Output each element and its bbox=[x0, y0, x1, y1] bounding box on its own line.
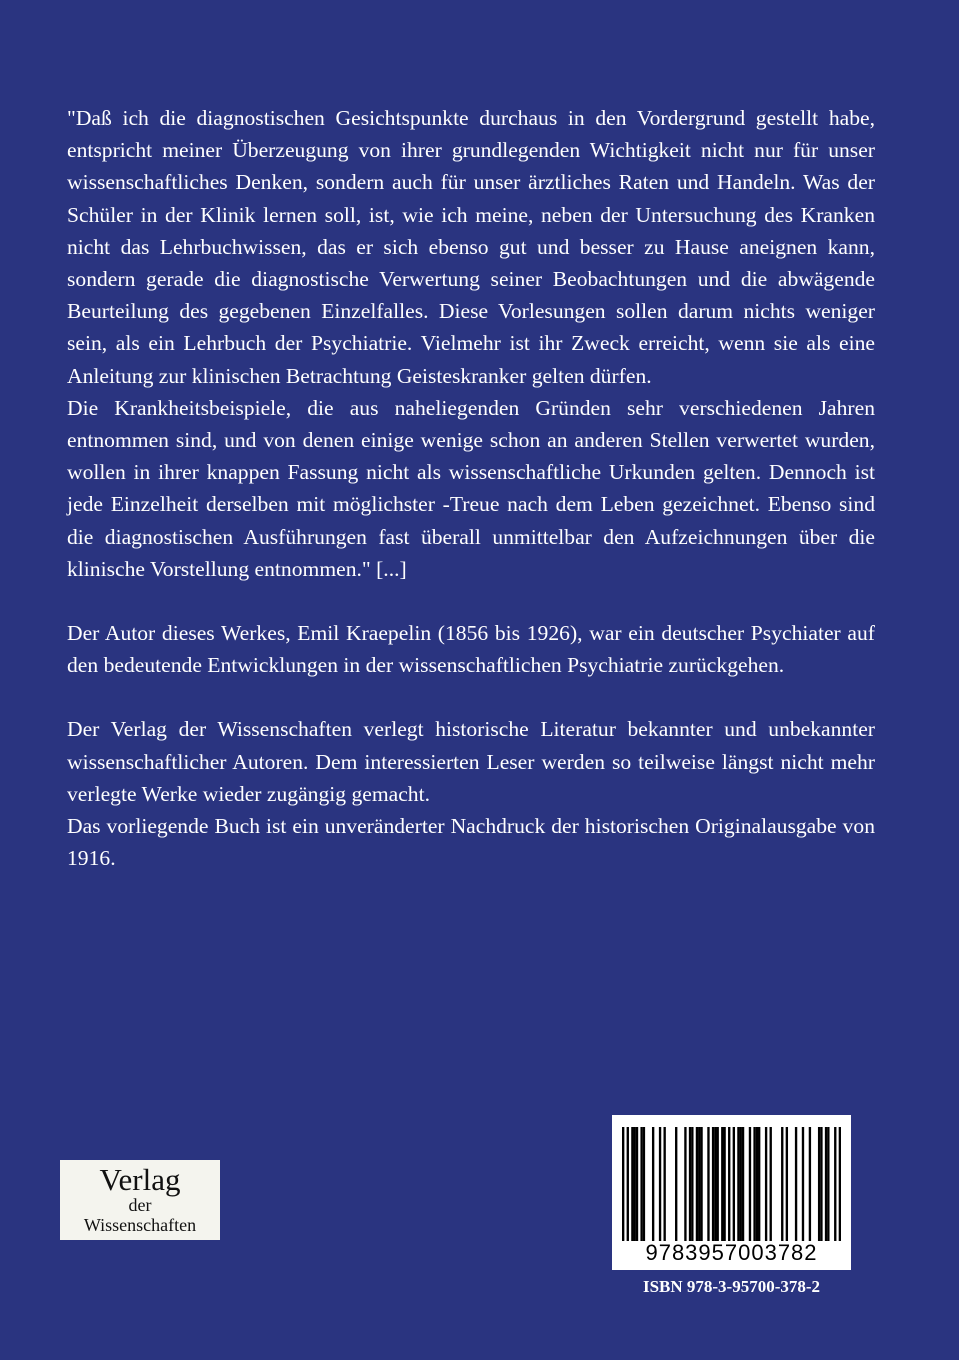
barcode-bar bbox=[758, 1127, 760, 1241]
barcode-bar bbox=[802, 1127, 804, 1241]
barcode-bar bbox=[622, 1127, 624, 1241]
barcode-bar bbox=[827, 1127, 829, 1241]
barcode-bar bbox=[781, 1127, 783, 1241]
logo-line-verlag: Verlag bbox=[99, 1162, 181, 1197]
barcode-bar bbox=[740, 1127, 742, 1241]
barcode-bar bbox=[631, 1127, 633, 1241]
barcode-bar bbox=[659, 1127, 661, 1241]
barcode-bar bbox=[712, 1127, 714, 1241]
barcode-bar bbox=[636, 1127, 638, 1241]
barcode-bar bbox=[717, 1127, 719, 1241]
isbn-label: ISBN 978-3-95700-378-2 bbox=[642, 1277, 821, 1296]
barcode-bars bbox=[622, 1127, 841, 1241]
quote-paragraph-2: Die Krankheitsbeispiele, die aus naheliegenden Gründen sehr verschiedenen Jahren entnommen sind, und von denen einige wenige schon an anderen Stellen verwertet wurden, wollen in ihrer knappen Fassung nicht als wissenschaftliche Urkunden gelten. Dennoch ist jede Einzelheit derselben mit möglichster -Treue nach dem Leben gezeichnet. Ebenso sind die diagnostischen Ausführungen fast überall unmittelbar den Aufzeichnungen über die klinische Vorstellung entnommen." [...] bbox=[67, 395, 875, 581]
barcode-bar bbox=[818, 1127, 820, 1241]
publisher-note-2: Das vorliegende Buch ist ein unveränderter Nachdruck der historischen Originalausgabe von 1916. bbox=[67, 814, 875, 871]
barcode-bar bbox=[770, 1127, 772, 1241]
barcode-bar bbox=[733, 1127, 735, 1241]
logo-line-der: der bbox=[128, 1195, 152, 1215]
publisher-logo bbox=[60, 1160, 220, 1240]
quote-paragraph-1: "Daß ich die diagnostischen Gesichtspunkte durchaus in den Vordergrund gestellt habe, entspricht meiner Überzeugung von ihrer grundlegenden Wichtigkeit nicht nur für unser wissenschaftliches Denken, sondern auch für unser ärztliches Raten und Handeln. Was der Schüler in der Klinik lernen soll, ist, wie ich meine, neben der Untersuchung des Kranken nicht das Lehrbuchwissen, das er sich ebenso gut und besser zu Hause aneignen kann, sondern gerade die diagnostische Verwertung seiner Beobachtungen und die abwägende Beurteilung des gegebenen Einzelfalles. Diese Vorlesungen sollen darum nichts weniger sein, als ein Lehrbuch der Psychiatrie. Vielmehr ist ihr Zweck erreicht, wenn sie als eine Anleitung zur klinischen Betrachtung Geisteskranker gelten dürfen. bbox=[67, 106, 875, 388]
barcode-bar bbox=[721, 1127, 723, 1241]
barcode-bar bbox=[834, 1127, 836, 1241]
barcode-bar bbox=[640, 1127, 642, 1241]
barcode-bar bbox=[696, 1127, 698, 1241]
barcode-bar bbox=[652, 1127, 654, 1241]
barcode-bar bbox=[714, 1127, 716, 1241]
barcode-bar bbox=[825, 1127, 827, 1241]
barcode-bar bbox=[634, 1127, 636, 1241]
barcode-bar bbox=[698, 1127, 700, 1241]
barcode-bar bbox=[809, 1127, 811, 1241]
logo-line-wissenschaften: Wissenschaften bbox=[83, 1215, 197, 1235]
barcode-bar bbox=[795, 1127, 797, 1241]
barcode-bar bbox=[753, 1127, 755, 1241]
barcode-bar bbox=[689, 1127, 691, 1241]
barcode-bar bbox=[684, 1127, 686, 1241]
author-note: Der Autor dieses Werkes, Emil Kraepelin (1856 bis 1926), war ein deutscher Psychiater auf den bedeutende Entwicklungen in der wissenschaftlichen Psychiatrie zurückgehen. bbox=[67, 621, 875, 678]
barcode-bar bbox=[786, 1127, 788, 1241]
barcode-bar bbox=[728, 1127, 730, 1241]
barcode-bar bbox=[765, 1127, 767, 1241]
barcode-bar bbox=[839, 1127, 841, 1241]
barcode-bar bbox=[691, 1127, 693, 1241]
barcode-bar bbox=[675, 1127, 677, 1241]
barcode-bar bbox=[663, 1127, 665, 1241]
barcode-bar bbox=[723, 1127, 725, 1241]
barcode-bar bbox=[820, 1127, 822, 1241]
barcode-bar bbox=[756, 1127, 758, 1241]
barcode-bar bbox=[707, 1127, 709, 1241]
barcode-bar bbox=[742, 1127, 744, 1241]
publisher-note-1: Der Verlag der Wissenschaften verlegt historische Literatur bekannter und unbekannter wissenschaftlicher Autoren. Dem interessierten Leser werden so teilweise längst nicht mehr verlegte Werke wieder zugängig gemacht. bbox=[67, 717, 875, 806]
barcode bbox=[612, 1115, 851, 1270]
back-cover-text bbox=[67, 102, 875, 874]
barcode-bar bbox=[700, 1127, 702, 1241]
barcode-bar bbox=[749, 1127, 751, 1241]
barcode-digits: 9783957003782 bbox=[645, 1240, 818, 1265]
barcode-bar bbox=[737, 1127, 739, 1241]
barcode-bar bbox=[627, 1127, 629, 1241]
barcode-bar bbox=[643, 1127, 645, 1241]
